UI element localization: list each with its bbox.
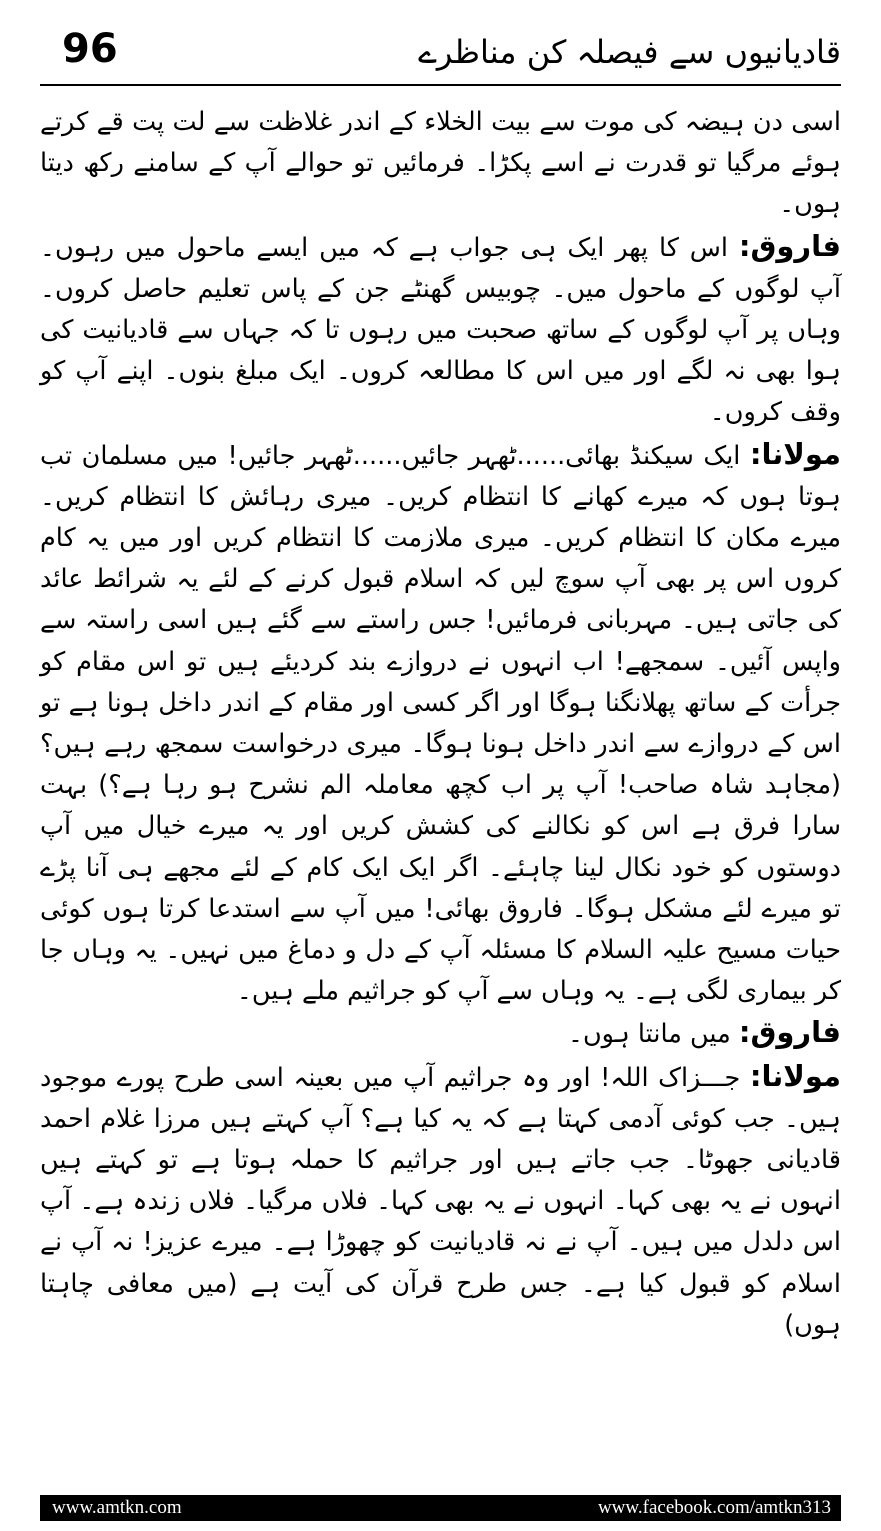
dialogue-paragraph — [40, 1012, 841, 1055]
dialogue-paragraph — [40, 226, 841, 434]
dialogue-text: اس کا پھر ایک ہی جواب ہے کہ میں ایسے ماحول میں رہوں۔ آپ لوگوں کے ماحول میں۔ چوبیس گھنٹے جن کے پاس تعلیم حاصل کروں۔ وہاں پر آپ لوگوں کے ساتھ صحبت میں رہوں تا کہ جہاں سے قادیانیت کی ہوا بھی نہ لگے اور میں اس کا مطالعہ کروں۔ ایک مبلغ بنوں۔ اپنے آپ کو وقف کروں۔ — [40, 232, 841, 428]
speaker-label: فاروق: — [738, 228, 841, 263]
dialogue-paragraph — [40, 434, 841, 1013]
page-header — [40, 20, 841, 90]
speaker-label: مولانا: — [749, 436, 842, 471]
paragraph-text: اسی دن ہیضہ کی موت سے بیت الخلاء کے اندر غلاظت سے لت پت قے کرتے ہوئے مرگیا تو قدرت نے اسے پکڑا۔ فرمائیں تو حوالے آپ کے سامنے رکھ دیتا ہوں۔ — [40, 107, 841, 220]
dialogue-text: جـــزاک اللہ! اور وہ جراثیم آپ میں بعینہ اسی طرح پورے موجود ہیں۔ جب کوئی آدمی کہتا ہے کہ یہ کیا ہے؟ آپ کہتے ہیں مرزا غلام احمد قادیانی جھوٹا۔ جب جاتے ہیں اور جراثیم کا حملہ ہوتا ہے تو کہتے ہیں انہوں نے یہ بھی کہا۔ انہوں نے یہ بھی کہا۔ فلاں مرگیا۔ فلاں زندہ ہے۔ آپ اس دلدل میں ہیں۔ آپ نے نہ قادیانیت کو چھوڑا ہے۔ میرے عزیز! نہ آپ نے اسلام کو قبول کیا ہے۔ جس طرح قرآن کی آیت ہے (میں معافی چاہتا ہوں) — [40, 1062, 841, 1340]
website-link[interactable]: www.amtkn.com — [52, 1497, 182, 1518]
page-footer — [40, 1495, 841, 1521]
page-body — [40, 102, 841, 1346]
dialogue-text: ایک سیکنڈ بھائی......ٹھہر جائیں......ٹھہر جائیں! میں مسلمان تب ہوتا ہوں کہ میرے کھانے کا انتظام کریں۔ میری رہائش کا انتظام کریں۔ میرے مکان کا انتظام کریں۔ میری ملازمت کا انتظام کریں اور میں یہ کام کروں اس پر بھی آپ سوچ لیں کہ اسلام قبول کرنے کے لئے یہ شرائط عائد کی جاتی ہیں۔ مہربانی فرمائیں! جس راستے سے گئے ہیں اسی راستہ سے واپس آئیں۔ سمجھے! اب انہوں نے دروازے بند کردیئے ہیں تو اس مقام کو جرأت کے ساتھ پھلانگنا ہوگا اور اگر کسی اور مقام کے اندر داخل ہونا ہے تو اس کے دروازے سے اندر داخل ہونا ہوگا۔ میری درخواست سمجھ رہے ہیں؟ (مجاہد شاہ صاحب! آپ پر اب کچھ معاملہ الم نشرح ہو رہا ہے؟) بہت سارا فرق ہے اس کو نکالنے کی کشش کریں اور یہ میرے خیال میں آپ دوستوں کو خود نکال لینا چاہئے۔ اگر ایک ایک کام کے لئے مجھے ہی آنا پڑے تو میرے لئے مشکل ہوگا۔ فاروق بھائی! میں آپ سے استدعا کرتا ہوں کوئی حیات مسیح علیہ السلام کا مسئلہ آپ کے دل و دماغ میں نہیں۔ یہ وہاں جا کر بیماری لگی ہے۔ یہ وہاں سے آپ کو جراثیم ملے ہیں۔ — [40, 440, 841, 1007]
dialogue-text: میں مانتا ہوں۔ — [568, 1019, 731, 1050]
facebook-link[interactable]: www.facebook.com/amtkn313 — [597, 1497, 831, 1518]
dialogue-paragraph — [40, 1056, 841, 1346]
page-number: 96 — [62, 26, 118, 72]
header-rule — [40, 84, 841, 86]
speaker-label: مولانا: — [749, 1058, 841, 1093]
paragraph — [40, 102, 841, 226]
book-title: قادیانیوں سے فیصلہ کن مناظرے — [418, 33, 841, 71]
speaker-label: فاروق: — [738, 1015, 841, 1050]
